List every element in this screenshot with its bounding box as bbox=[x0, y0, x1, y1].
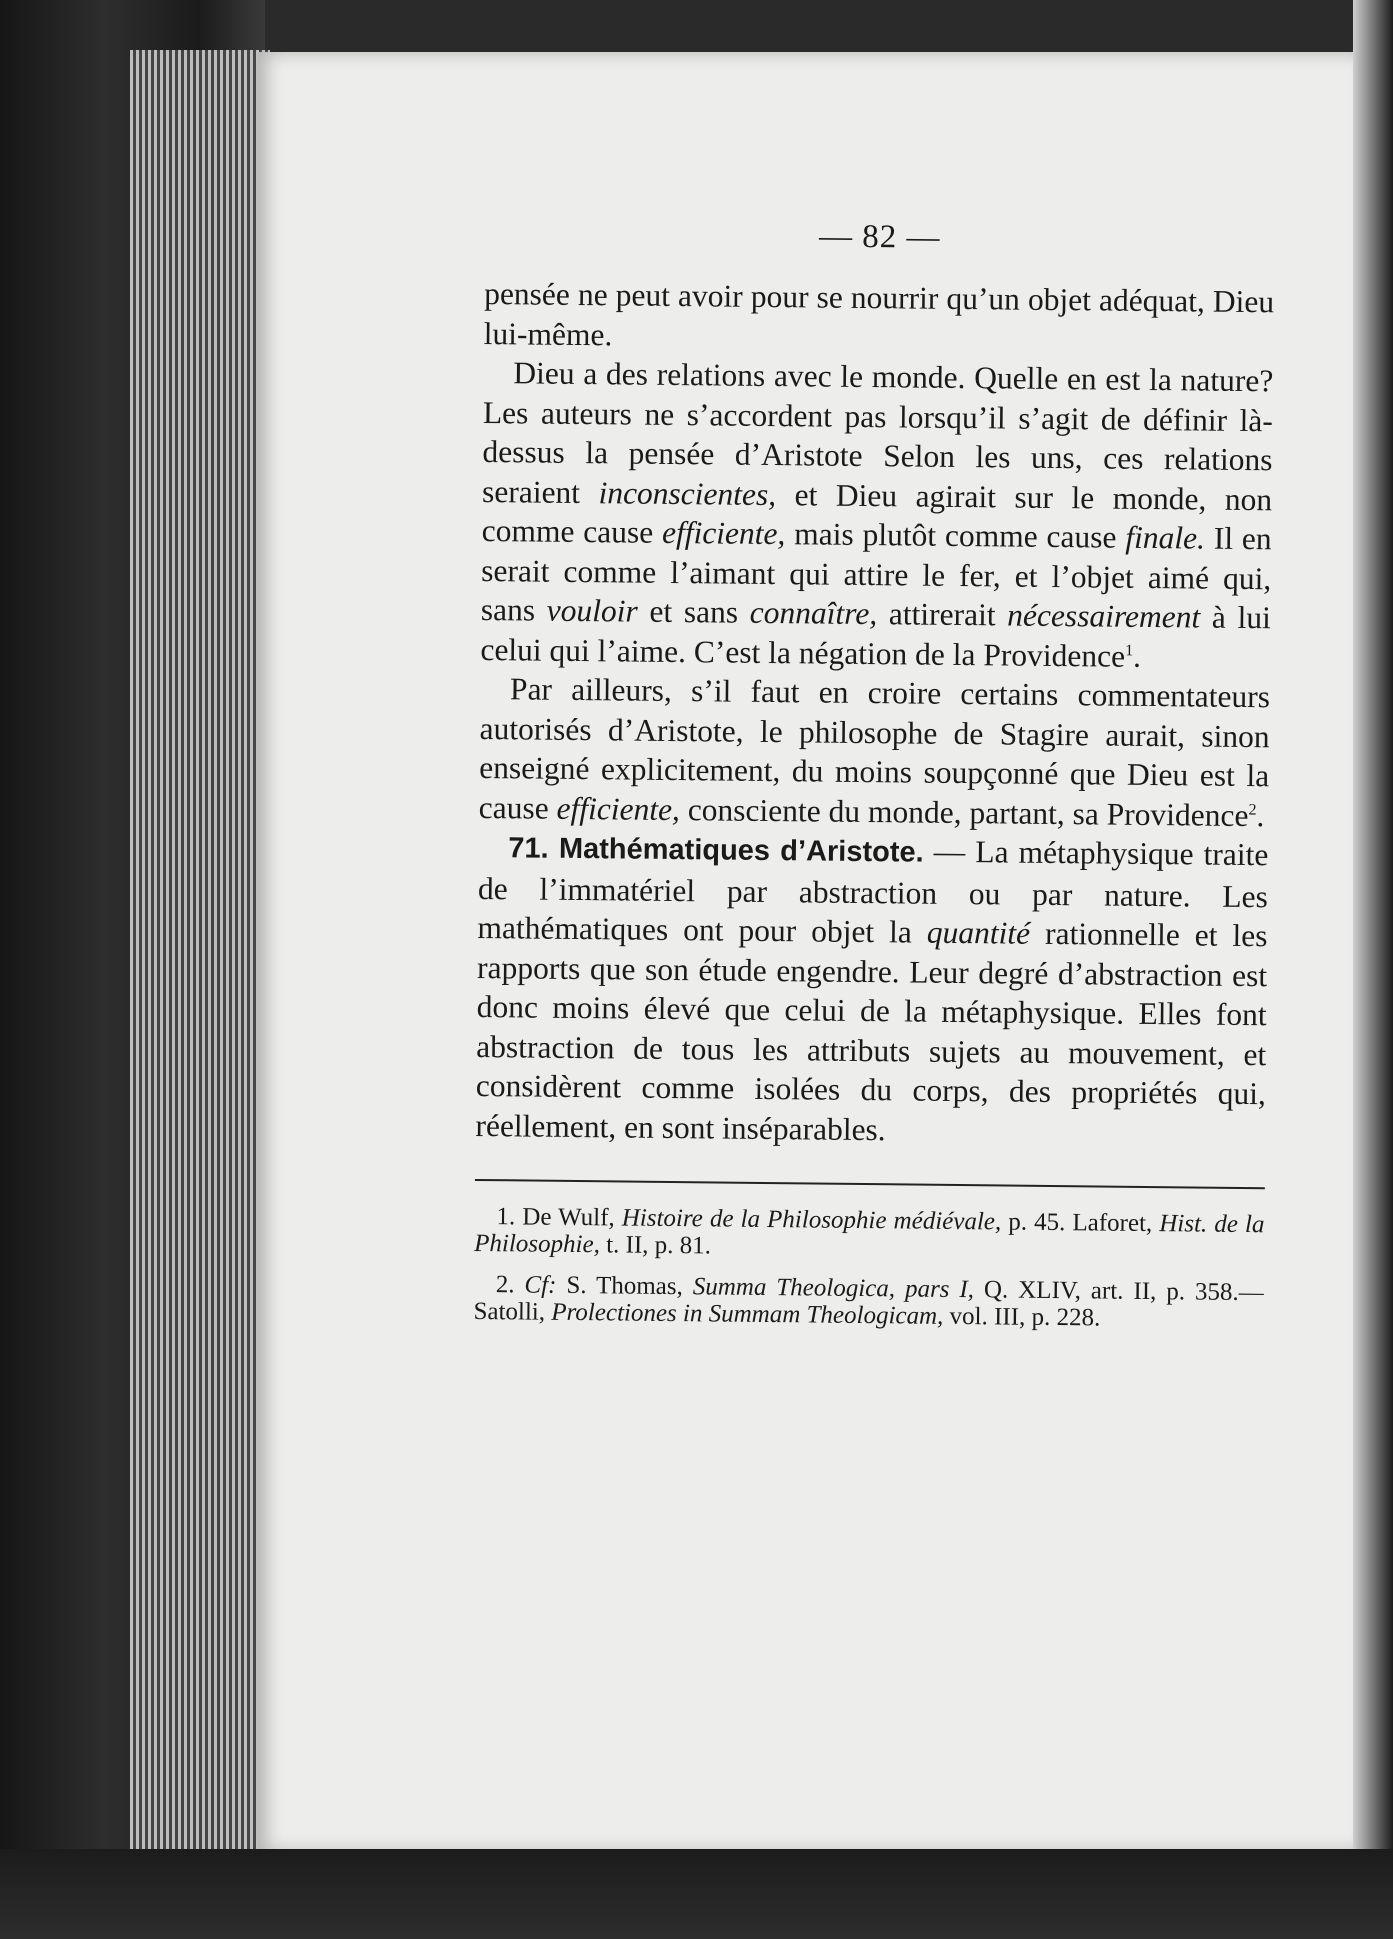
p3-text-a: Par ailleurs, s’il faut en croire certains commentateurs autorisés d’Aristote, le philosophe de Stagire aurait, sinon enseigné explicitement, du moins soupçonné que Dieu est la cause bbox=[478, 671, 1271, 826]
footnote-1-italic-b: Histoire de la Philosophie médiévale, bbox=[621, 1204, 1002, 1236]
p2-text-n: . bbox=[1132, 638, 1142, 674]
paragraph-3 bbox=[479, 669, 1271, 835]
footnote-2-italic-a: Cf: bbox=[524, 1271, 557, 1299]
p3-italic-b: efficiente, bbox=[556, 790, 681, 827]
footnote-1-number: 1. bbox=[496, 1203, 516, 1231]
footnote-2-italic-e: Prolectiones in Summam Theologicam, bbox=[551, 1298, 944, 1330]
paragraph-1 bbox=[484, 274, 1275, 361]
section-heading: 71. Mathématiques d’Aristote. bbox=[508, 832, 924, 869]
footnote-1 bbox=[474, 1203, 1265, 1265]
bottom-edge bbox=[0, 1849, 1393, 1939]
paragraph-4 bbox=[475, 827, 1268, 1153]
p2-text-m: à lui celui qui l’aime. C’est la négation de la Providence bbox=[480, 599, 1272, 674]
p2-italic-f: finale. bbox=[1125, 519, 1206, 556]
p2-text-e: mais plutôt comme cause bbox=[785, 516, 1126, 555]
footnote-2 bbox=[473, 1271, 1264, 1333]
p2-text-k: attirerait bbox=[877, 596, 1008, 633]
page-content bbox=[473, 215, 1275, 1347]
footnote-rule bbox=[475, 1179, 1265, 1189]
page-edges bbox=[130, 50, 270, 1855]
footnote-1-text-a: De Wulf, bbox=[515, 1203, 622, 1232]
footnote-1-text-e: t. II, p. 81. bbox=[599, 1231, 712, 1260]
p2-text-c: et Dieu agirait sur le monde, non comme cause bbox=[481, 476, 1273, 550]
p4-text-a: — La métaphysique traite de l’immatériel par abstraction ou par nature. Les mathématiques ont pour objet la bbox=[477, 833, 1269, 950]
p2-text-i: et sans bbox=[637, 593, 750, 630]
p2-italic-b: inconscientes, bbox=[598, 474, 777, 512]
paragraph-1-text: pensée ne peut avoir pour se nourrir qu’un objet adéquat, Dieu lui-même. bbox=[483, 275, 1275, 352]
paragraph-2 bbox=[480, 353, 1273, 677]
p4-italic-b: quantité bbox=[926, 914, 1031, 951]
footnote-ref-1[interactable]: 1 bbox=[1125, 641, 1134, 659]
footnote-1-text-c: p. 45. Laforet, bbox=[1001, 1208, 1160, 1238]
page-number: — 82 — bbox=[818, 218, 941, 256]
p2-text-a: Dieu a des relations avec le monde. Quelle en est la nature? Les auteurs ne s’accordent pas lorsqu’il s’agit de définir là-dessus la pensée d’Aristote Selon les uns, ces relations seraient bbox=[481, 355, 1274, 510]
p3-text-d: . bbox=[1256, 797, 1265, 833]
p2-italic-j: connaître, bbox=[749, 594, 878, 632]
p2-text-g: Il en serait comme l’aimant qui attire le fer, et l’objet aimé qui, sans bbox=[480, 520, 1272, 628]
right-edge bbox=[1353, 0, 1393, 1939]
p3-text-c: consciente du monde, partant, sa Providence bbox=[679, 791, 1249, 833]
p2-italic-h: vouloir bbox=[546, 592, 638, 629]
footnote-2-text-f: vol. III, p. 228. bbox=[943, 1302, 1101, 1332]
footnote-ref-2[interactable]: 2 bbox=[1248, 801, 1257, 819]
footnote-2-text-d: Q. XLIV, art. II, p. 358.—Satolli, bbox=[473, 1276, 1264, 1326]
p2-italic-l: nécessairement bbox=[1007, 597, 1201, 635]
p2-italic-d: efficiente, bbox=[661, 514, 786, 552]
footnote-2-number: 2. bbox=[495, 1271, 515, 1299]
p4-text-c: rationnelle et les rapports que son étude engendre. Leur degré d’abstraction est donc moins élevé que celui de la métaphysique. Elles font abstraction de tous les attributs sujets au mouvement, et considèrent comme isolées du corps, des propriétés qui, réellement, en sont inséparables. bbox=[475, 915, 1268, 1147]
footnote-2-italic-c: Summa Theologica, pars I, bbox=[692, 1273, 975, 1304]
footnote-1-italic-d: Hist. de la Philosophie, bbox=[474, 1210, 1265, 1259]
footnote-2-text-b: S. Thomas, bbox=[556, 1271, 693, 1301]
